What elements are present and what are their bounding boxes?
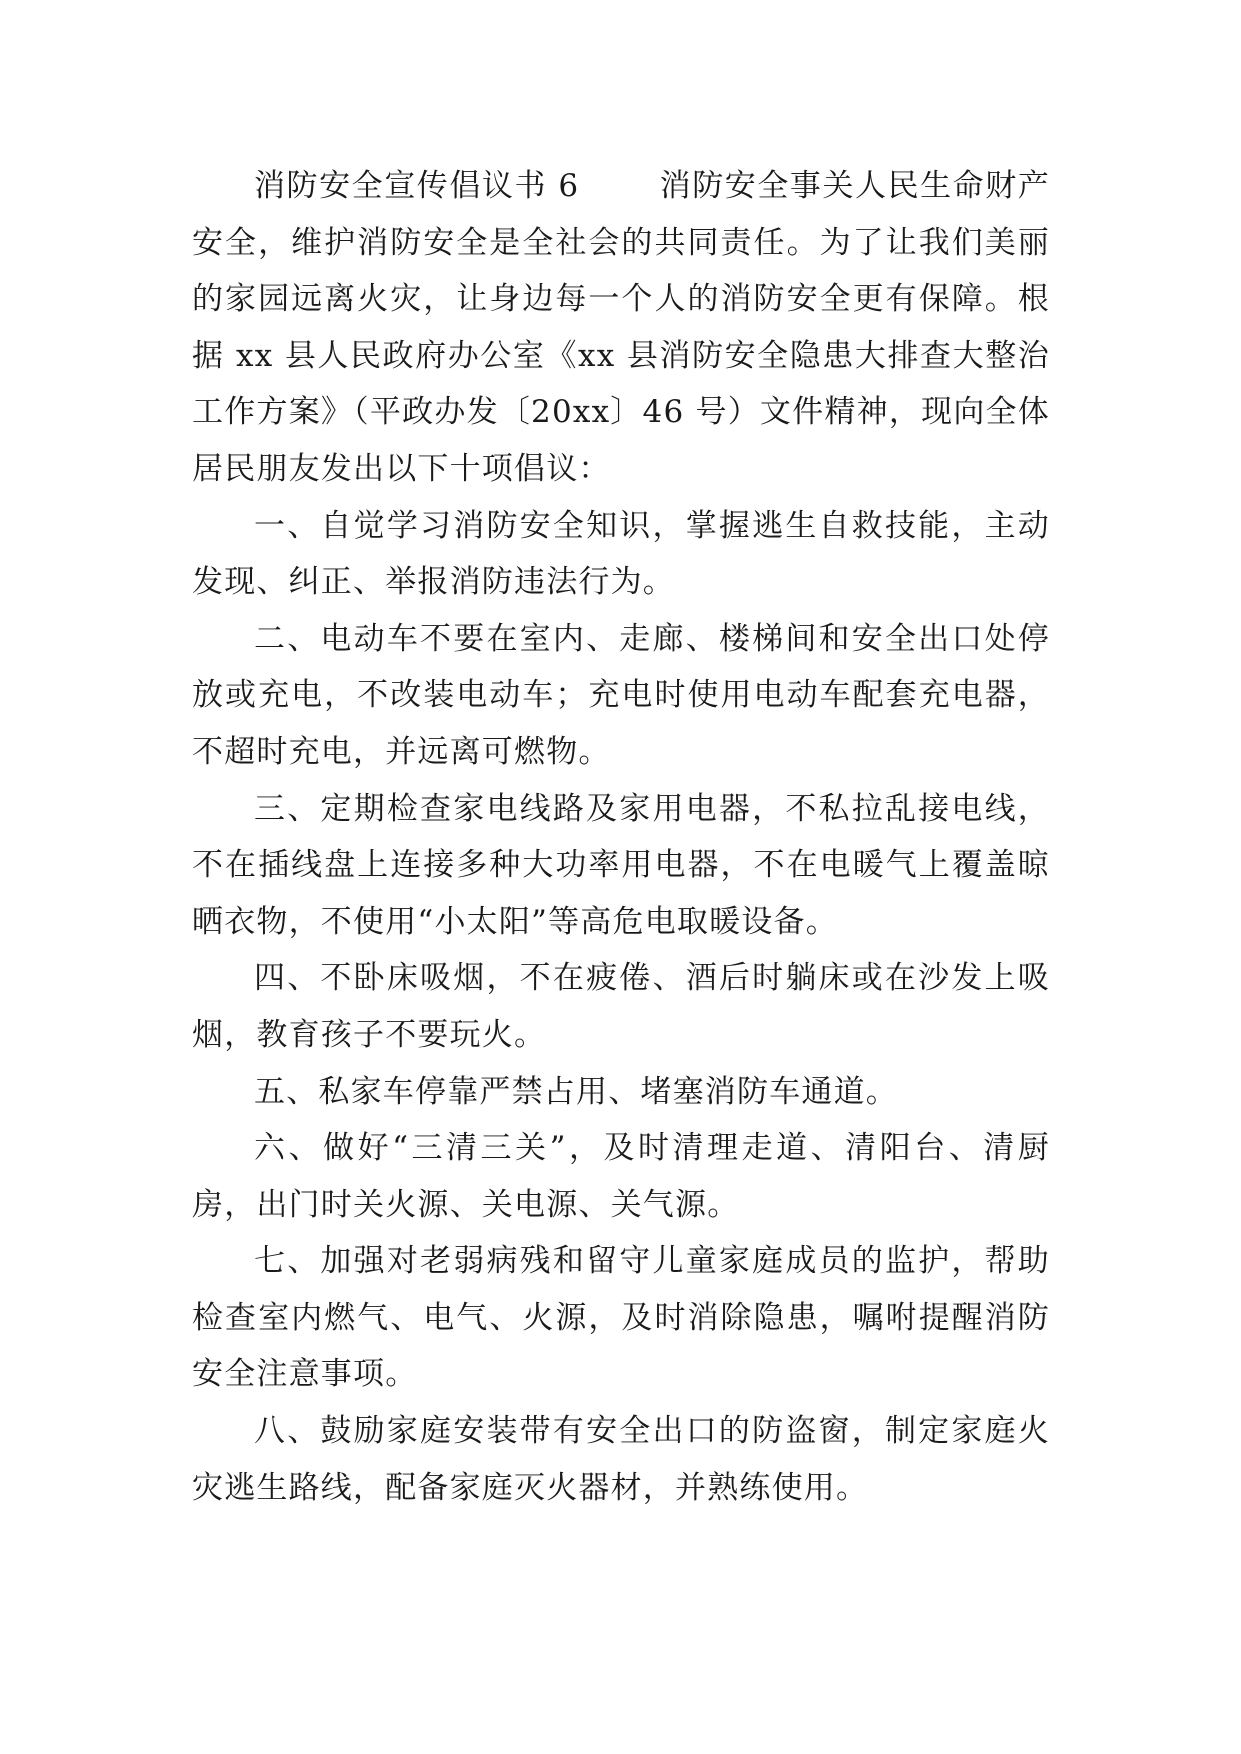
intro-text: 消防安全事关人民生命财产安全，维护消防安全是全社会的共同责任。为了让我们美丽的家园远离火灾，让身边每一个人的消防安全更有保障。根据 xx 县人民政府办公室《xx 县消防安全隐患大排查大整治工作方案》（平政办发〔20xx〕46 号）文件精神，现向全体居民朋友发出以下十项倡议： xyxy=(192,168,1050,487)
proposal-item-1: 一、自觉学习消防安全知识，掌握逃生自救技能，主动发现、纠正、举报消防违法行为。 xyxy=(192,507,1050,601)
document-title: 消防安全宣传倡议书 6 xyxy=(254,168,580,204)
proposal-item-6: 六、做好“三清三关”，及时清理走道、清阳台、清厨房，出门时关火源、关电源、关气源。 xyxy=(192,1130,1050,1223)
document-body xyxy=(192,158,1050,1516)
proposal-item-4: 四、不卧床吸烟，不在疲倦、酒后时躺床或在沙发上吸烟，教育孩子不要玩火。 xyxy=(192,960,1050,1053)
proposal-item-8: 八、鼓励家庭安装带有安全出口的防盗窗，制定家庭火灾逃生路线，配备家庭灭火器材，并熟练使用。 xyxy=(192,1413,1050,1506)
proposal-item-3: 三、定期检查家电线路及家用电器，不私拉乱接电线，不在插线盘上连接多种大功率用电器，不在电暖气上覆盖晾晒衣物，不使用“小太阳”等高危电取暖设备。 xyxy=(192,790,1050,940)
proposal-item-7: 七、加强对老弱病残和留守儿童家庭成员的监护，帮助检查室内燃气、电气、火源，及时消除隐患，嘱咐提醒消防安全注意事项。 xyxy=(192,1243,1050,1393)
proposal-item-5: 五、私家车停靠严禁占用、堵塞消防车通道。 xyxy=(254,1073,898,1110)
intro-paragraph xyxy=(192,158,1050,498)
proposal-item-2: 二、电动车不要在室内、走廊、楼梯间和安全出口处停放或充电，不改装电动车；充电时使用电动车配套充电器，不超时充电，并远离可燃物。 xyxy=(192,620,1050,770)
